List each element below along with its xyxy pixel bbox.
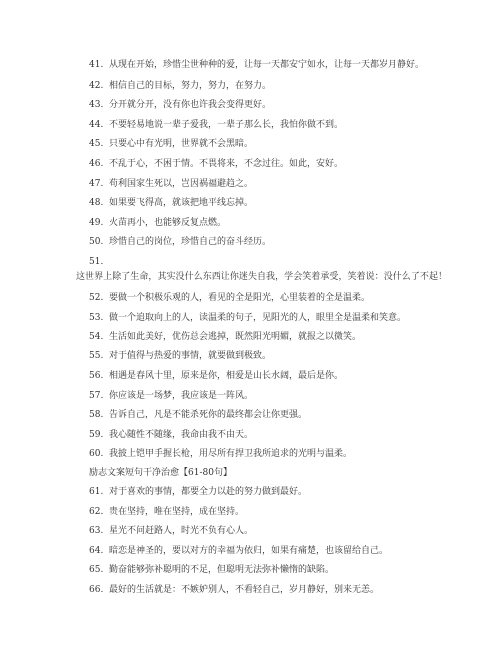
item-text: 如果要飞得高，就该把地平线忘掉。 bbox=[109, 198, 254, 208]
item-text: 对于喜欢的事情，都要全力以赴的努力做到最好。 bbox=[109, 487, 308, 497]
item-number: 58. bbox=[89, 410, 104, 420]
item-number: 59. bbox=[89, 430, 104, 440]
item-text: 不乱于心，不困于情。不畏将来，不念过往。如此，安好。 bbox=[109, 159, 344, 169]
item-text: 我披上铠甲手握长枪，用尽所有捍卫我所追求的光明与温柔。 bbox=[109, 449, 353, 459]
item-text: 这世界上除了生命，其实没什么东西让你迷失自我，学会笑着承受，笑着说：没什么了不起！ bbox=[76, 272, 448, 282]
item-number: 46. bbox=[89, 159, 104, 169]
item-number: 45. bbox=[89, 139, 104, 149]
item-text: 只要心中有光明，世界就不会黑暗。 bbox=[109, 139, 254, 149]
item-text: 做一个追取向上的人，读温柔的句子，见阳光的人，眼里全是温柔和笑意。 bbox=[109, 313, 407, 323]
item-text: 分开就分开，没有你也许我会变得更好。 bbox=[109, 100, 272, 110]
item-number: 66. bbox=[89, 585, 104, 595]
item-number: 44. bbox=[89, 120, 104, 130]
item-number: 60. bbox=[89, 449, 104, 459]
item-text: 要做一个积极乐观的人，看见的全是阳光，心里装着的全是温柔。 bbox=[109, 293, 371, 303]
item-text: 贵在坚持，唯在坚持，成在坚持。 bbox=[109, 507, 245, 517]
item-number: 48. bbox=[89, 198, 104, 208]
item-text: 星光不问赶路人，时光不负有心人。 bbox=[109, 526, 254, 536]
item-text: 不要轻易地说一辈子爱我，一辈子那么长，我怕你做不到。 bbox=[109, 120, 344, 130]
item-number: 64. bbox=[89, 546, 104, 556]
item-text: 生活如此美好，优伤总会逃掉，既然阳光明媚，就报之以微笑。 bbox=[109, 332, 362, 342]
item-number: 42. bbox=[89, 81, 104, 91]
item-text: 火苗再小，也能够反复点燃。 bbox=[109, 218, 227, 228]
item-number: 47. bbox=[89, 179, 104, 189]
item-number: 61. bbox=[89, 487, 104, 497]
item-text: 勤奋能够弥补聪明的不足，但聪明无法弥补懒惰的缺陷。 bbox=[109, 565, 335, 575]
item-text: 告诉自己，凡是不能杀死你的最终都会让你更强。 bbox=[109, 410, 308, 420]
item-number: 43. bbox=[89, 100, 104, 110]
item-text: 我心随性不随缘，我命由我不由天。 bbox=[109, 430, 254, 440]
item-number: 41. bbox=[89, 60, 104, 70]
item-number: 52. bbox=[89, 293, 104, 303]
item-number: 65. bbox=[89, 565, 104, 575]
item-text: 暗恋是神圣的，要以对方的幸福为依归，如果有痛楚，也该留给自己。 bbox=[109, 546, 389, 556]
section-heading: 励志文案短句干净治愈【61-80句】 bbox=[89, 468, 232, 478]
item-number: 51. bbox=[89, 257, 104, 267]
item-number: 53. bbox=[89, 313, 104, 323]
item-number: 63. bbox=[89, 526, 104, 536]
item-number: 50. bbox=[89, 237, 104, 247]
item-text: 珍惜自己的岗位，珍惜自己的奋斗经历。 bbox=[109, 237, 272, 247]
item-text: 相信自己的目标，努力，努力，在努力。 bbox=[109, 81, 272, 91]
item-text: 你应该是一场梦，我应该是一阵风。 bbox=[109, 391, 254, 401]
item-number: 56. bbox=[89, 371, 104, 381]
item-number: 55. bbox=[89, 351, 104, 361]
item-text: 从现在开始，珍惜尘世种种的爱，让每一天都安宁如水，让每一天都岁月静好。 bbox=[109, 60, 425, 70]
item-number: 57. bbox=[89, 391, 104, 401]
item-text: 对于值得与热爱的事情，就要做到极致。 bbox=[109, 351, 272, 361]
item-number: 49. bbox=[89, 218, 104, 228]
item-text: 相遇是春风十里，原来是你，相爱是山长水阔，最后是你。 bbox=[109, 371, 344, 381]
item-number: 54. bbox=[89, 332, 104, 342]
item-text: 苟利国家生死以，岂因祸福避趋之。 bbox=[109, 179, 254, 189]
item-text: 最好的生活就是：不嫉妒别人，不看轻自己，岁月静好，别来无恙。 bbox=[109, 585, 380, 595]
item-number: 62. bbox=[89, 507, 104, 517]
